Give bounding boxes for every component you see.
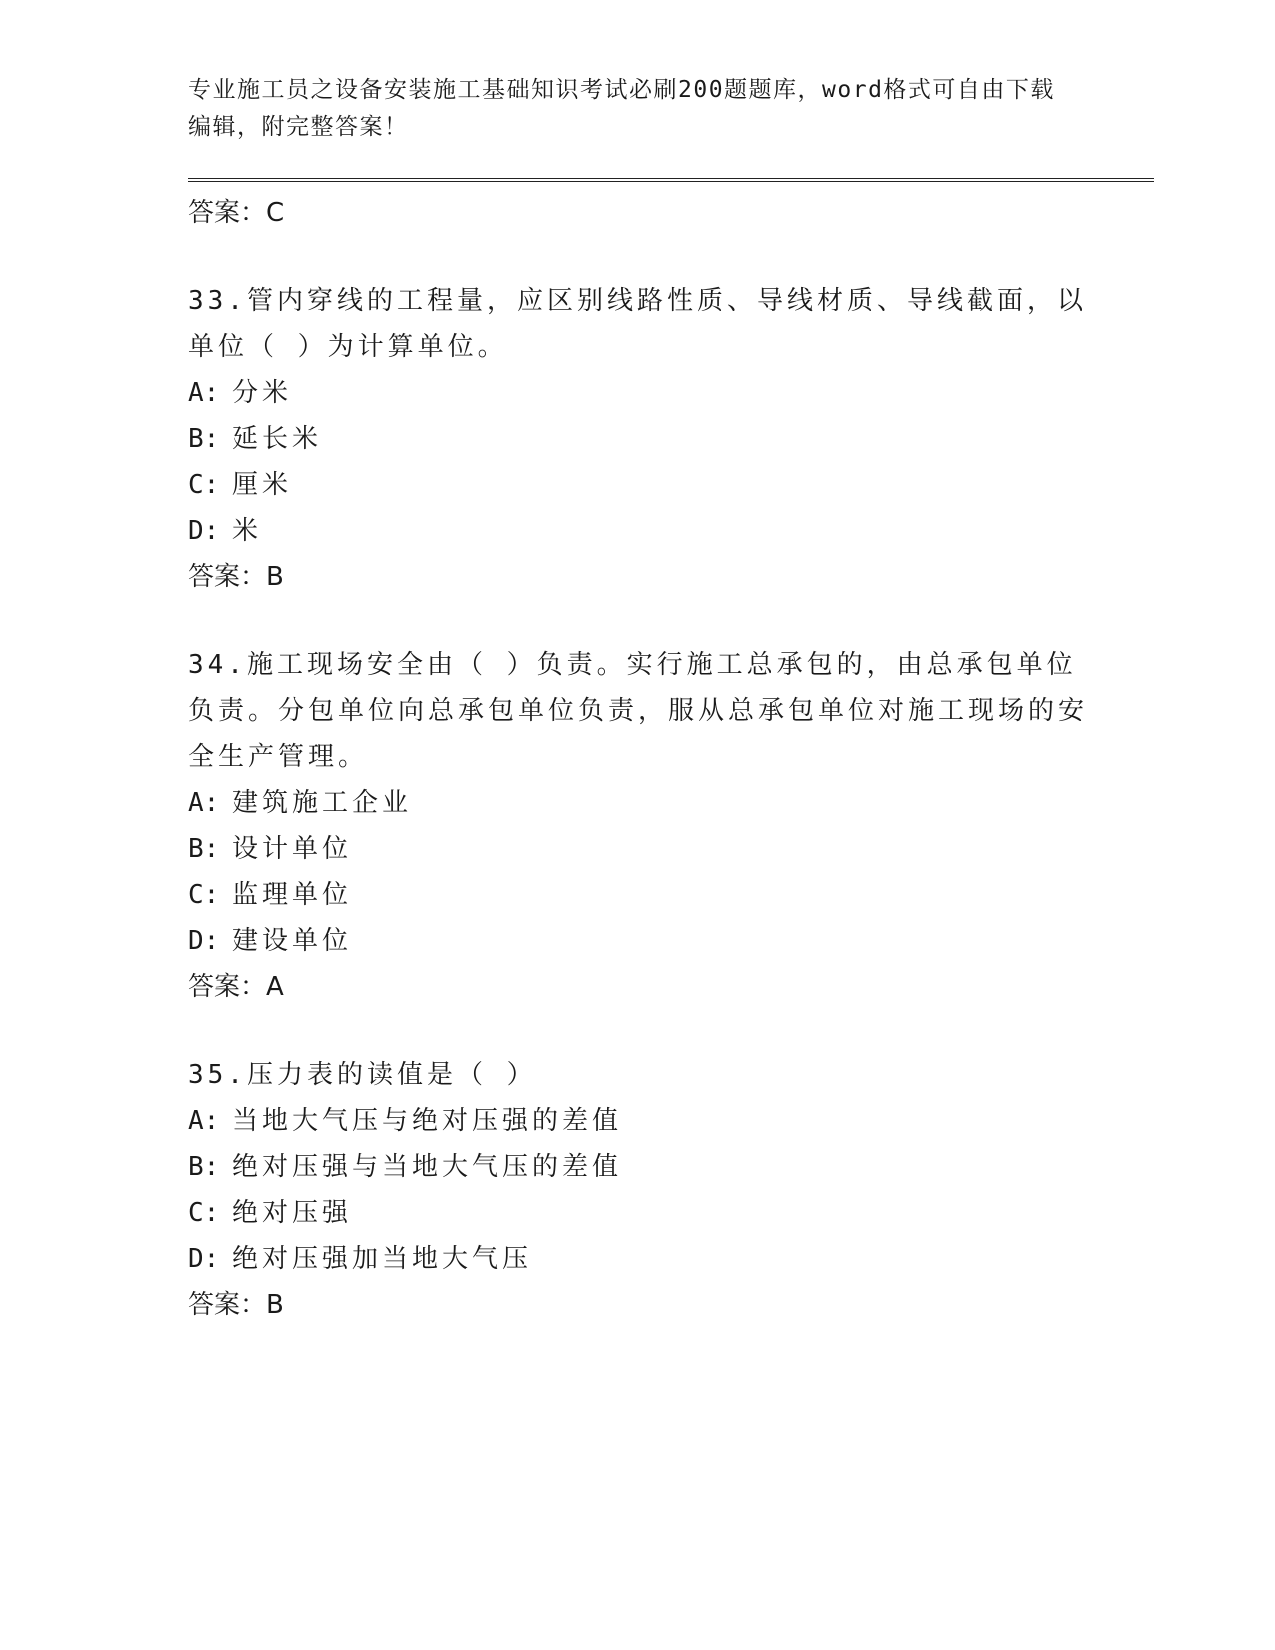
option-key: C: bbox=[188, 880, 220, 910]
option-b bbox=[188, 826, 1088, 872]
question-block bbox=[188, 642, 1088, 1010]
option-key: D: bbox=[188, 1244, 220, 1274]
option-b bbox=[188, 1144, 1088, 1190]
question-text: 33.管内穿线的工程量，应区别线路性质、导线材质、导线截面，以单位（ ）为计算单位。 bbox=[188, 286, 1087, 362]
answer-line: 答案：B bbox=[188, 1290, 284, 1320]
option-key: A: bbox=[188, 1106, 220, 1136]
option-text: 建设单位 bbox=[232, 926, 353, 956]
option-key: B: bbox=[188, 424, 220, 454]
option-a bbox=[188, 1098, 1088, 1144]
option-key: C: bbox=[188, 1198, 220, 1228]
option-a bbox=[188, 780, 1088, 826]
answer-line: 答案：A bbox=[188, 972, 284, 1002]
option-text: 延长米 bbox=[232, 424, 323, 454]
option-text: 绝对压强 bbox=[232, 1198, 353, 1228]
option-c bbox=[188, 1190, 1088, 1236]
header-divider bbox=[188, 178, 1154, 182]
option-a bbox=[188, 370, 1088, 416]
question-block bbox=[188, 278, 1088, 600]
question-block bbox=[188, 1052, 1088, 1328]
option-key: A: bbox=[188, 378, 220, 408]
option-d bbox=[188, 508, 1088, 554]
document-header: 专业施工员之设备安装施工基础知识考试必刷200题题库，word格式可自由下载编辑，附完整答案！ bbox=[188, 77, 1055, 140]
option-text: 设计单位 bbox=[232, 834, 353, 864]
document-body bbox=[188, 190, 1088, 1328]
question-text: 35.压力表的读值是（ ） bbox=[188, 1060, 537, 1090]
answer-line: 答案：C bbox=[188, 198, 285, 228]
option-b bbox=[188, 416, 1088, 462]
option-key: D: bbox=[188, 926, 220, 956]
option-d bbox=[188, 1236, 1088, 1282]
option-key: B: bbox=[188, 834, 220, 864]
answer-line: 答案：B bbox=[188, 562, 284, 592]
option-key: B: bbox=[188, 1152, 220, 1182]
option-text: 厘米 bbox=[232, 470, 293, 500]
option-text: 监理单位 bbox=[232, 880, 353, 910]
option-d bbox=[188, 918, 1088, 964]
option-key: C: bbox=[188, 470, 220, 500]
option-text: 建筑施工企业 bbox=[232, 788, 413, 818]
option-key: D: bbox=[188, 516, 220, 546]
question-text: 34.施工现场安全由（ ）负责。实行施工总承包的，由总承包单位负责。分包单位向总承包单位负责，服从总承包单位对施工现场的安全生产管理。 bbox=[188, 650, 1089, 772]
option-text: 米 bbox=[232, 516, 263, 546]
option-text: 分米 bbox=[232, 378, 293, 408]
option-text: 当地大气压与绝对压强的差值 bbox=[232, 1106, 623, 1136]
option-text: 绝对压强加当地大气压 bbox=[232, 1244, 533, 1274]
option-c bbox=[188, 872, 1088, 918]
option-c bbox=[188, 462, 1088, 508]
option-key: A: bbox=[188, 788, 220, 818]
option-text: 绝对压强与当地大气压的差值 bbox=[232, 1152, 623, 1182]
